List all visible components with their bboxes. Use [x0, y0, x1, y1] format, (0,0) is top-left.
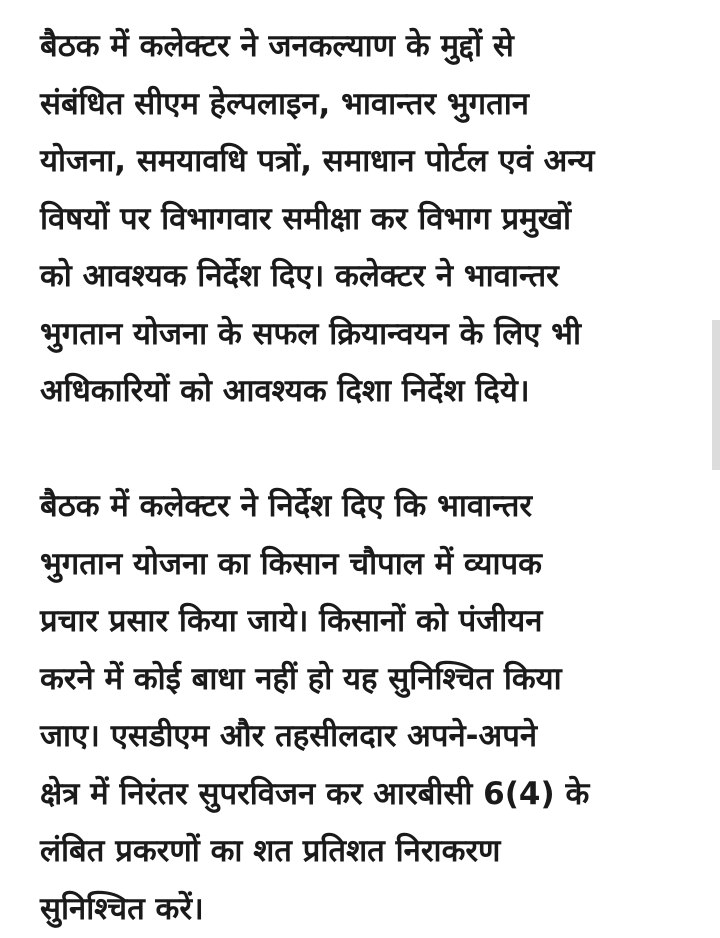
paragraph-1	[40, 18, 712, 421]
paragraph-line: बैठक में कलेक्टर ने जनकल्याण के मुद्दों से	[40, 18, 712, 76]
paragraph-line: लंबित प्रकरणों का शत प्रतिशत निराकरण	[40, 823, 712, 881]
paragraph-line: संबंधित सीएम हेल्पलाइन, भावान्तर भुगतान	[40, 76, 712, 134]
paragraph-line: को आवश्यक निर्देश दिए। कलेक्टर ने भावान्तर	[40, 248, 712, 306]
paragraph-line: बैठक में कलेक्टर ने निर्देश दिए कि भावान्तर	[40, 478, 712, 536]
paragraph-line: भुगतान योजना के सफल क्रियान्वयन के लिए भी	[40, 306, 712, 364]
paragraph-line: विषयों पर विभागवार समीक्षा कर विभाग प्रमुखों	[40, 191, 712, 249]
scrollbar-thumb[interactable]	[712, 320, 720, 470]
paragraph-line: करने में कोई बाधा नहीं हो यह सुनिश्चित किया	[40, 651, 712, 709]
paragraph-line: योजना, समयावधि पत्रों, समाधान पोर्टल एवं अन्य	[40, 133, 712, 191]
paragraph-line: अधिकारियों को आवश्यक दिशा निर्देश दिये।	[40, 363, 712, 421]
paragraph-line: क्षेत्र में निरंतर सुपरविजन कर आरबीसी 6(4) के	[40, 766, 712, 824]
paragraph-spacer	[40, 421, 712, 479]
article-body	[40, 18, 712, 938]
paragraph-line: भुगतान योजना का किसान चौपाल में व्यापक	[40, 536, 712, 594]
paragraph-line: सुनिश्चित करें।	[40, 881, 712, 938]
paragraph-line: जाए। एसडीएम और तहसीलदार अपने-अपने	[40, 708, 712, 766]
paragraph-line: प्रचार प्रसार किया जाये। किसानों को पंजीयन	[40, 593, 712, 651]
paragraph-2	[40, 478, 712, 938]
